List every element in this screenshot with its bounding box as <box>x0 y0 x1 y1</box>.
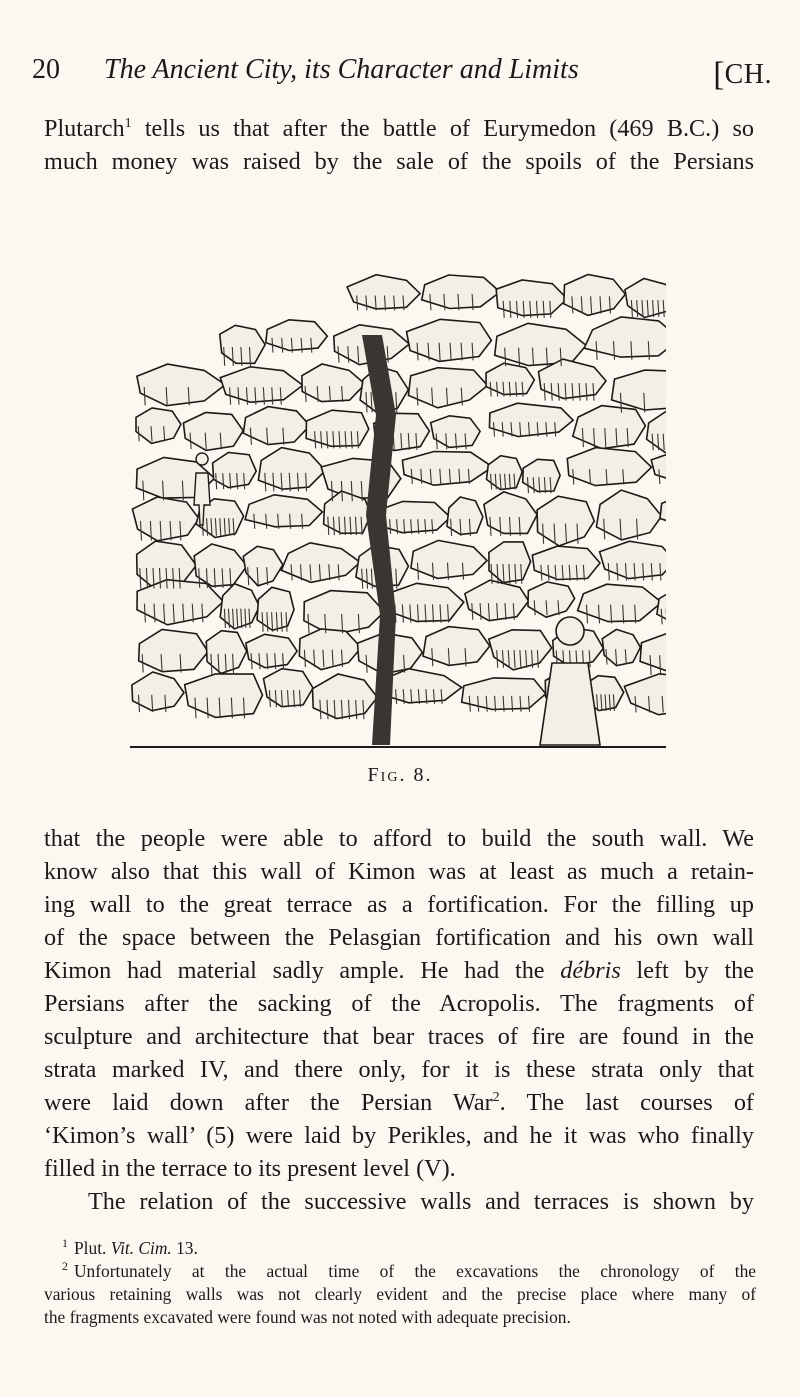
wall-stone <box>299 629 361 670</box>
wall-stone <box>206 631 246 674</box>
running-title: The Ancient City, its Character and Limits <box>104 54 579 85</box>
wall-stone <box>489 403 573 436</box>
wall-stone <box>402 452 492 486</box>
italic-term: Vit. Cim. <box>110 1238 172 1258</box>
wall-stone <box>139 629 208 671</box>
paragraph-line: filled in the terrace to its present level (V). <box>44 1155 456 1182</box>
wall-stone <box>647 412 666 453</box>
text-run: Unfortunately at the actual time of the excavations the chronology of the <box>74 1261 756 1281</box>
wall-stone <box>243 407 310 445</box>
chapter-bracket: [ <box>713 56 725 93</box>
wall-stone <box>347 275 420 309</box>
wall-stone <box>640 632 666 672</box>
figure-caption: Fig. 8. <box>367 764 433 786</box>
wall-stone <box>194 544 247 586</box>
era-abbrev: B.C. <box>666 115 712 142</box>
page-number: 20 <box>32 54 60 85</box>
wall-stone <box>600 541 666 578</box>
chapter-label: CH. <box>724 59 772 90</box>
wall-stone <box>465 580 529 621</box>
wall-stone <box>407 319 492 361</box>
paragraph-main <box>44 822 754 1218</box>
wall-stone <box>136 408 181 444</box>
footnote-number: 1 <box>62 1236 68 1251</box>
wall-stone <box>567 448 651 486</box>
wall-stone <box>408 368 487 408</box>
wall-stone <box>625 279 666 318</box>
footnotes <box>44 1237 756 1329</box>
figure-wall-illustration <box>130 215 666 750</box>
wall-stone <box>411 540 487 578</box>
italic-term: débris <box>560 957 621 984</box>
wall-stone <box>596 490 661 540</box>
wall-stone <box>258 448 325 490</box>
paragraph-line: The relation of the successive walls and terraces is shown by <box>88 1188 754 1215</box>
wall-stone <box>243 546 283 586</box>
wall-stone <box>660 494 666 527</box>
wall-stone <box>495 323 586 365</box>
wall-stone <box>220 367 302 402</box>
footnote-ref-1[interactable]: 1 <box>124 115 132 131</box>
wall-stone <box>431 416 480 448</box>
wall-stone <box>266 320 328 351</box>
wall-stone <box>220 584 259 629</box>
text-run: tells us that after the battle of Eurymedon (469 <box>131 115 667 142</box>
wall-stone <box>220 325 265 363</box>
paragraph-line: Persians after the sacking of the Acropolis. The fragments of <box>44 990 754 1017</box>
wall-stone <box>132 497 199 541</box>
wall-stone <box>389 583 464 621</box>
wall-stone <box>651 450 666 482</box>
wall-stone <box>281 543 360 583</box>
wall-stone <box>245 495 322 527</box>
wall-stone <box>602 629 640 665</box>
wall-stone <box>624 674 666 715</box>
footnote-1 <box>44 1237 756 1260</box>
wall-stone <box>302 364 365 402</box>
wall-stone <box>137 364 225 406</box>
paragraph-line: that the people were able to afford to build the south wall. We <box>44 825 754 852</box>
wall-stone <box>185 674 263 718</box>
running-header <box>32 54 772 94</box>
paragraph-line: ing wall to the great terrace as a fortification. For the filling up <box>44 891 754 918</box>
wall-stone <box>496 280 567 316</box>
footnote-ref-2[interactable]: 2 <box>492 1089 500 1105</box>
wall-stone <box>304 591 384 635</box>
paragraph-line: of the space between the Pelasgian fortification and his own wall <box>44 924 754 951</box>
wall-stone <box>313 674 378 719</box>
text-run: 13. <box>171 1238 198 1258</box>
footnote-2-cont: various retaining walls was not clearly evident and the precise place where many of <box>44 1284 756 1304</box>
wall-stone <box>183 413 243 451</box>
wall-stone <box>447 497 483 534</box>
footnote-2-cont: the fragments excavated were found was not noted with adequate precision. <box>44 1307 571 1327</box>
wall-stone <box>578 584 662 621</box>
text-run: were laid down after the Persian War <box>44 1089 493 1116</box>
footnote-2 <box>44 1260 756 1283</box>
wall-stone <box>246 634 297 667</box>
text-run: Kimon had material sadly ample. He had the <box>44 957 545 984</box>
text-run: Plutarch <box>44 115 125 142</box>
wall-stone <box>487 456 523 490</box>
wall-stone <box>612 370 666 410</box>
paragraph-line: know also that this wall of Kimon was at least as much a retain- <box>44 858 754 885</box>
chapter-marker <box>713 54 772 92</box>
wall-stone <box>378 501 450 532</box>
paragraph-line: strata marked IV, and there only, for it is these strata only that <box>44 1056 754 1083</box>
wall-stone <box>423 627 490 666</box>
text-run: ) so <box>711 115 755 142</box>
paragraph-intro <box>44 112 754 178</box>
paragraph-line: much money was raised by the sale of the spoils of the Persians <box>44 148 754 175</box>
paragraph-line <box>44 954 754 987</box>
text-run: . The last courses of <box>499 1089 754 1116</box>
paragraph-line <box>44 112 754 145</box>
wall-stone <box>532 546 600 579</box>
wall-stone <box>132 672 184 711</box>
wall-stone <box>213 452 257 487</box>
paragraph-line <box>44 1086 754 1119</box>
wall-engraving <box>130 215 666 750</box>
text-run: Plut. <box>74 1238 111 1258</box>
paragraph-line: sculpture and architecture that bear traces of fire are found in the <box>44 1023 754 1050</box>
wall-stone <box>422 275 500 309</box>
footnote-number: 2 <box>62 1259 68 1274</box>
text-run: left by the <box>620 957 755 984</box>
paragraph-line: ‘Kimon’s wall’ (5) were laid by Perikles, and he it was who finally <box>44 1122 754 1149</box>
